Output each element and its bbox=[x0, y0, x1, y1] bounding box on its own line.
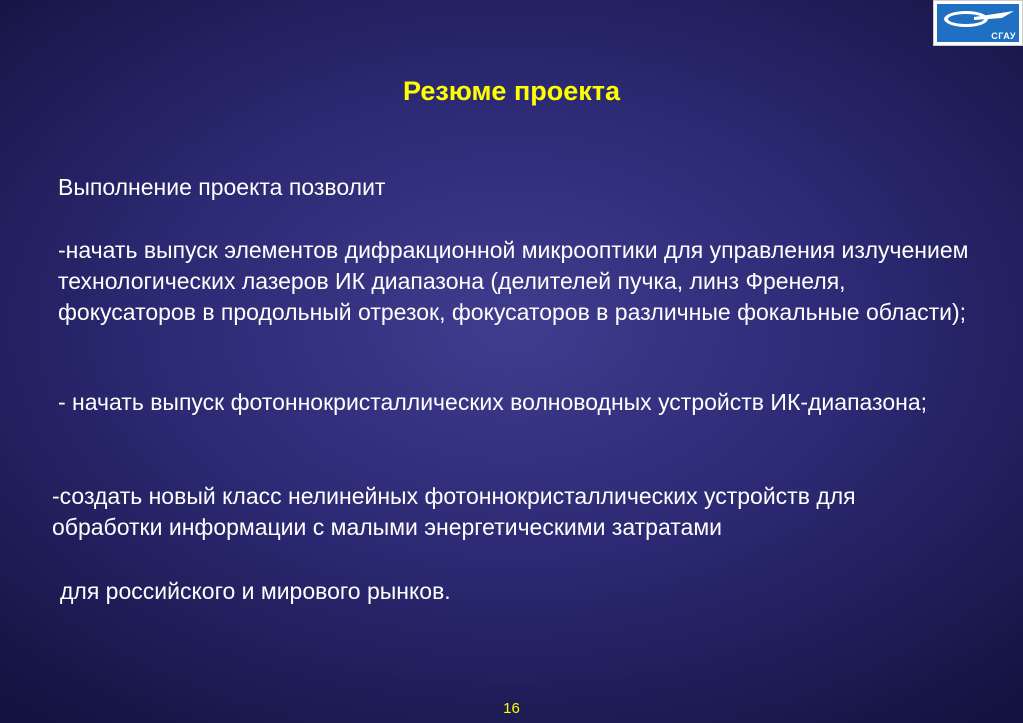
logo-text: СГАУ bbox=[991, 31, 1016, 41]
bullet-item-2: - начать выпуск фотоннокристаллических волноводных устройств ИК-диапазона; bbox=[58, 389, 928, 415]
page-number: 16 bbox=[503, 700, 520, 717]
bullet-item-1: -начать выпуск элементов дифракционной микрооптики для управления излучением технологических лазеров ИК диапазона (делителей пучка, линз Френеля, фокусаторов в продольный отрезок, фокусаторов в различные фокальные области); bbox=[58, 237, 969, 325]
intro-text: Выполнение проекта позволит bbox=[58, 174, 386, 200]
slide-title: Резюме проекта bbox=[402, 76, 621, 106]
bullet-item-3: -создать новый класс нелинейных фотоннокристаллических устройств для обработки информации с малыми энергетическими затратами bbox=[52, 483, 856, 540]
closing-text: для российского и мирового рынков. bbox=[60, 578, 451, 604]
university-logo bbox=[933, 0, 1023, 46]
